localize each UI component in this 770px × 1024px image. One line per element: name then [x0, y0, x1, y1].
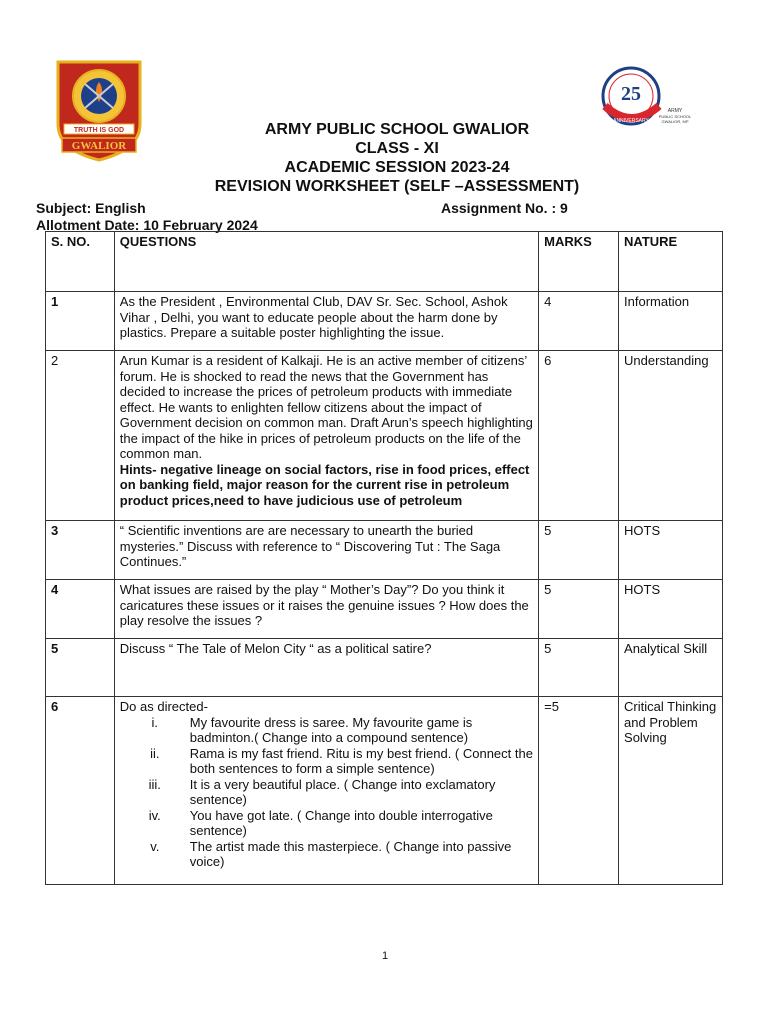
table-row	[46, 580, 723, 639]
question-text: Arun Kumar is a resident of Kalkaji. He is an active member of citizens’ forum. He is shocked to read the news that the Government has decided to increase the prices of petroleum products with immediate effect. He wants to enlighten fellow citizens about the impact of Government decision on common man. Draft Arun’s speech highlighting the impact of the hike in prices of petroleum products on the life of the common man.	[119, 353, 533, 461]
item-text: The artist made this masterpiece. ( Change into passive voice)	[189, 838, 512, 869]
subject-label: Subject: English	[36, 200, 146, 216]
table-header-row	[46, 232, 723, 292]
svg-text:PUBLIC SCHOOL: PUBLIC SCHOOL	[658, 114, 691, 119]
table-row	[46, 292, 723, 351]
item-number: i.	[151, 714, 159, 730]
marks-value: 5	[539, 639, 619, 697]
school-name: ARMY PUBLIC SCHOOL GWALIOR	[264, 121, 530, 138]
question-text: Do as directed-	[119, 699, 208, 714]
item-text: My favourite dress is saree. My favourite game is badminton.( Change into a compound sentence)	[189, 714, 473, 745]
item-number: v.	[150, 838, 160, 854]
col-header-sno: S. NO.	[46, 232, 115, 292]
question-cell	[114, 697, 538, 885]
col-header-nature: NATURE	[619, 232, 723, 292]
row-number: 1	[46, 292, 115, 351]
subquestion-list	[120, 715, 534, 870]
table-row	[46, 639, 723, 697]
nature-value: HOTS	[619, 580, 723, 639]
row-number: 3	[46, 521, 115, 580]
list-item	[120, 746, 534, 777]
col-header-questions: QUESTIONS	[114, 232, 538, 292]
nature-value: Information	[619, 292, 723, 351]
row-number: 5	[46, 639, 115, 697]
list-item	[120, 777, 534, 808]
item-number: ii.	[150, 745, 160, 761]
page-number: 1	[381, 950, 389, 962]
class-line: CLASS - XI	[355, 140, 439, 157]
question-text: As the President , Environmental Club, DAV Sr. Sec. School, Ashok Vihar , Delhi, you want to educate people about the harm done by plastics. Prepare a suitable poster highlighting the issue.	[114, 292, 538, 351]
nature-value: Critical Thinking and Problem Solving	[619, 697, 723, 885]
question-text: Discuss “ The Tale of Melon City “ as a political satire?	[114, 639, 538, 697]
svg-text:25: 25	[621, 83, 641, 105]
col-header-marks: MARKS	[539, 232, 619, 292]
item-number: iii.	[148, 776, 161, 792]
item-text: Rama is my fast friend. Ritu is my best friend. ( Connect the both sentences to form a simple sentence)	[189, 745, 533, 776]
question-text: What issues are raised by the play “ Mother’s Day”? Do you think it caricatures these issues or it raises the genuine issues ? How does the play resolve the issues ?	[114, 580, 538, 639]
crest-city: GWALIOR	[71, 140, 127, 152]
row-number: 4	[46, 580, 115, 639]
list-item	[120, 715, 534, 746]
row-number: 2	[46, 351, 115, 521]
svg-text:GWALIOR, MP: GWALIOR, MP	[661, 119, 689, 124]
nature-value: Analytical Skill	[619, 639, 723, 697]
item-text: It is a very beautiful place. ( Change into exclamatory sentence)	[189, 776, 496, 807]
worksheet-title: REVISION WORKSHEET (SELF –ASSESSMENT)	[214, 178, 580, 195]
session-line: ACADEMIC SESSION 2023-24	[284, 159, 510, 176]
nature-value: HOTS	[619, 521, 723, 580]
item-text: You have got late. ( Change into double interrogative sentence)	[189, 807, 493, 838]
marks-value: 6	[539, 351, 619, 521]
row-number: 6	[46, 697, 115, 885]
item-number: iv.	[148, 807, 161, 823]
marks-value: 5	[539, 580, 619, 639]
list-item	[120, 808, 534, 839]
question-cell	[114, 351, 538, 521]
marks-value: 5	[539, 521, 619, 580]
question-hints: Hints- negative lineage on social factors, rise in food prices, effect on banking field, major reason for the current rise in petroleum product prices,need to have judicious use of petroleum	[119, 461, 530, 508]
table-row	[46, 697, 723, 885]
table-row	[46, 351, 723, 521]
allotment-date: Allotment Date: 10 February 2024	[36, 217, 258, 233]
table-row	[46, 521, 723, 580]
nature-value: Understanding	[619, 351, 723, 521]
svg-text:ANNIVERSARY: ANNIVERSARY	[613, 118, 649, 124]
svg-text:ARMY: ARMY	[667, 108, 683, 114]
assignment-number: Assignment No. : 9	[441, 200, 568, 216]
crest-motto: TRUTH IS GOD	[73, 127, 125, 134]
question-text: “ Scientific inventions are are necessary to unearth the buried mysteries.” Discuss with reference to “ Discovering Tut : The Saga Continues.”	[114, 521, 538, 580]
marks-value: 4	[539, 292, 619, 351]
list-item	[120, 839, 534, 870]
marks-value: =5	[539, 697, 619, 885]
questions-table	[45, 231, 723, 885]
document-title	[0, 120, 770, 196]
